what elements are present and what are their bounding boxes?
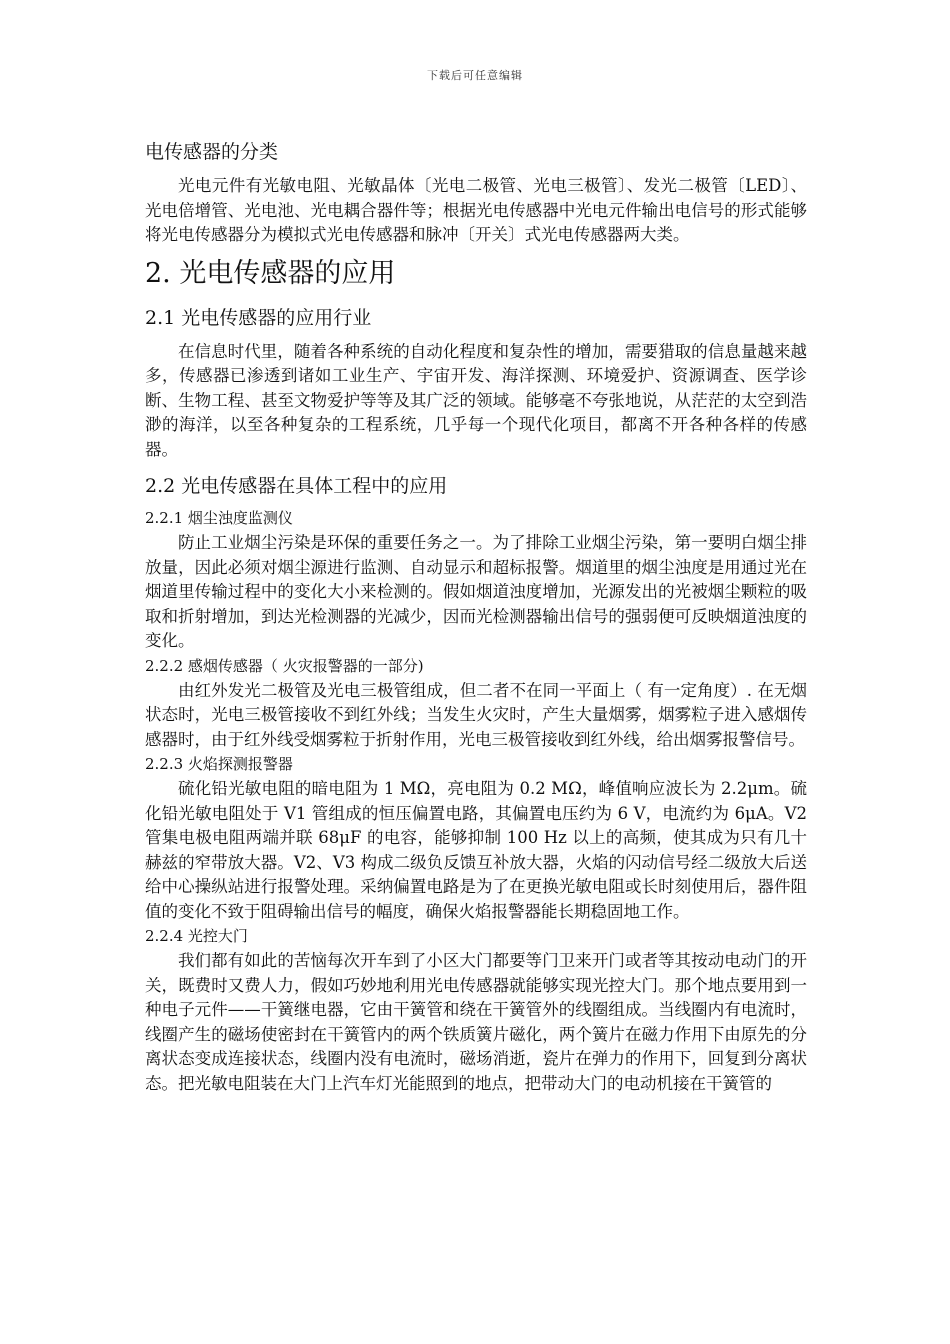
subsection-title-2-2-3: 2.2.3 火焰探测报警器 (145, 755, 293, 773)
section-title-2-2: 2.2 光电传感器在具体工程中的应用 (145, 475, 448, 497)
paragraph-2-1: 在信息时代里，随着各种系统的自动化程度和复杂性的增加，需要猎取的信息量越来越多，传感器已渗透到诸如工业生产、宇宙开发、海洋探测、环境爱护、资源调查、医学诊断、生物工程、甚至文物爱护等等及其广泛的领域。能够毫不夸张地说，从茫茫的太空到浩渺的海洋，以至各种复杂的工程系统，几乎每一个现代化项目，都离不开各种各样的传感器。 (145, 341, 807, 459)
section-title-2-1: 2.1 光电传感器的应用行业 (145, 306, 372, 329)
section-title-classification: 电传感器的分类 (145, 141, 279, 163)
subsection-title-2-2-2: 2.2.2 感烟传感器（ 火灾报警器的一部分) (145, 656, 424, 675)
subsection-title-2-2-1: 2.2.1 烟尘浊度监测仪 (145, 509, 293, 527)
document-body (145, 138, 807, 1096)
header-note: 下载后可任意编辑 (427, 69, 523, 82)
paragraph-2-2-1: 防止工业烟尘污染是环保的重要任务之一。为了排除工业烟尘污染，第一要明白烟尘排放量，因此必须对烟尘源进行监测、自动显示和超标报警。烟道里的烟尘浊度是用通过光在烟道里传输过程中的变化大小来检测的。假如烟道浊度增加，光源发出的光被烟尘颗粒的吸取和折射增加，到达光检测器的光减少，因而光检测器输出信号的强弱便可反映烟道浊度的变化。 (145, 533, 807, 650)
paragraph-2-2-3: 硫化铅光敏电阻的暗电阻为 1 MΩ，亮电阻为 0.2 MΩ，峰值响应波长为 2.2μm。硫化铅光敏电阻处于 V1 管组成的恒压偏置电路，其偏置电压约为 6 V，电流约为 6μA。V2 管集电极电阻两端并联 68μF 的电容，能够抑制 100 Hz 以上的高频，使其成为只有几十赫兹的窄带放大器。V2、V3 构成二级负反馈互补放大器，火焰的闪动信号经二级放大后送给中心操纵站进行报警处理。采纳偏置电路是为了在更换光敏电阻或长时刻使用后，器件阻值的变化不致于阻碍输出信号的幅度，确保火焰报警器能长期稳固地工作。 (145, 779, 807, 921)
paragraph-classification: 光电元件有光敏电阻、光敏晶体〔光电二极管、光电三极管〕、发光二极管〔LED〕、光电倍增管、光电池、光电耦合器件等；根据光电传感器中光电元件输出电信号的形式能够将光电传感器分为模拟式光电传感器和脉冲〔开关〕式光电传感器两大类。 (145, 176, 807, 244)
paragraph-2-2-4: 我们都有如此的苦恼每次开车到了小区大门都要等门卫来开门或者等其按动电动门的开关，既费时又费人力，假如巧妙地利用光电传感器就能够实现光控大门。那个地点要用到一种电子元件——干簧继电器，它由干簧管和绕在干簧管外的线圈组成。当线圈内有电流时，线圈产生的磁场使密封在干簧管内的两个铁质簧片磁化，两个簧片在磁力作用下由原先的分离状态变成连接状态，线圈内没有电流时，磁场消逝，瓷片在弹力的作用下，回复到分离状态。把光敏电阻装在大门上汽车灯光能照到的地点，把带动大门的电动机接在干簧管的 (145, 951, 807, 1093)
subsection-title-2-2-4: 2.2.4 光控大门 (145, 927, 248, 945)
chapter-title-applications: 2. 光电传感器的应用 (145, 257, 396, 289)
paragraph-2-2-2: 由红外发光二极管及光电三极管组成，但二者不在同一平面上（ 有一定角度）. 在无烟状态时，光电三极管接收不到红外线；当发生火灾时，产生大量烟雾，烟雾粒子进入感烟传感器时，由于红外线受烟雾粒于折射作用，光电三极管接收到红外线，给出烟雾报警信号。 (145, 680, 807, 749)
